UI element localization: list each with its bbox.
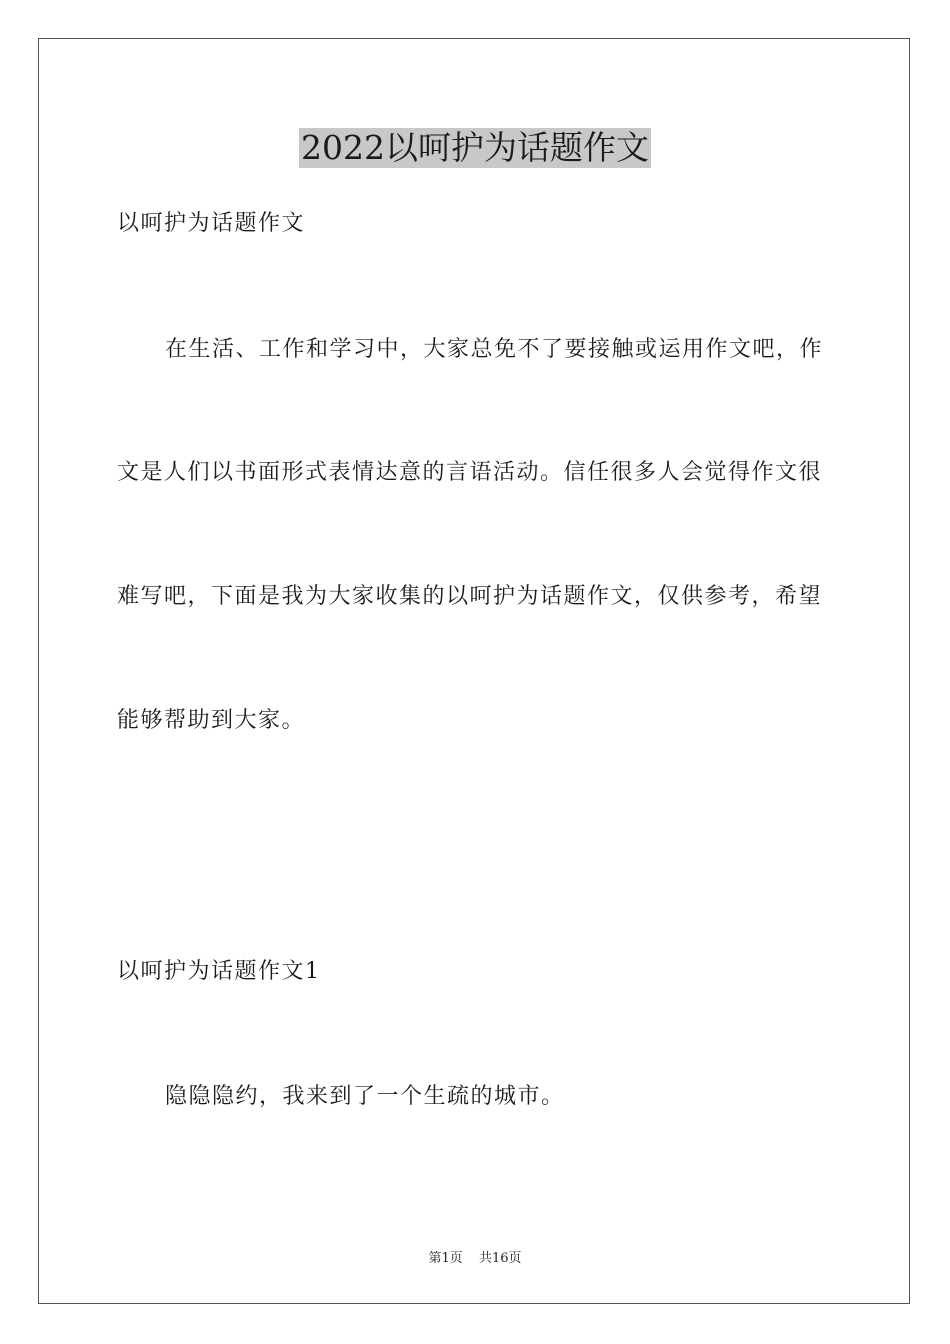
document-title-text: 2022以呵护为话题作文 [301,128,649,167]
intro-line-4: 能够帮助到大家。 [117,708,306,733]
page-number: 第1页 [428,1251,463,1266]
page-total: 共16页 [478,1251,522,1266]
section-first-line: 隐隐隐约，我来到了一个生疏的城市。 [165,1084,565,1109]
document-subtitle: 以呵护为话题作文 [117,211,306,236]
section-heading: 以呵护为话题作文1 [117,959,321,984]
intro-line-3: 难写吧，下面是我为大家收集的以呵护为话题作文，仅供参考，希望 [117,584,823,609]
intro-line-1: 在生活、工作和学习中，大家总免不了要接触或运用作文吧，作 [165,337,824,362]
intro-line-2: 文是人们以书面形式表情达意的言语活动。信任很多人会觉得作文很 [117,460,823,485]
document-title [0,128,950,170]
page-footer [0,1247,950,1266]
